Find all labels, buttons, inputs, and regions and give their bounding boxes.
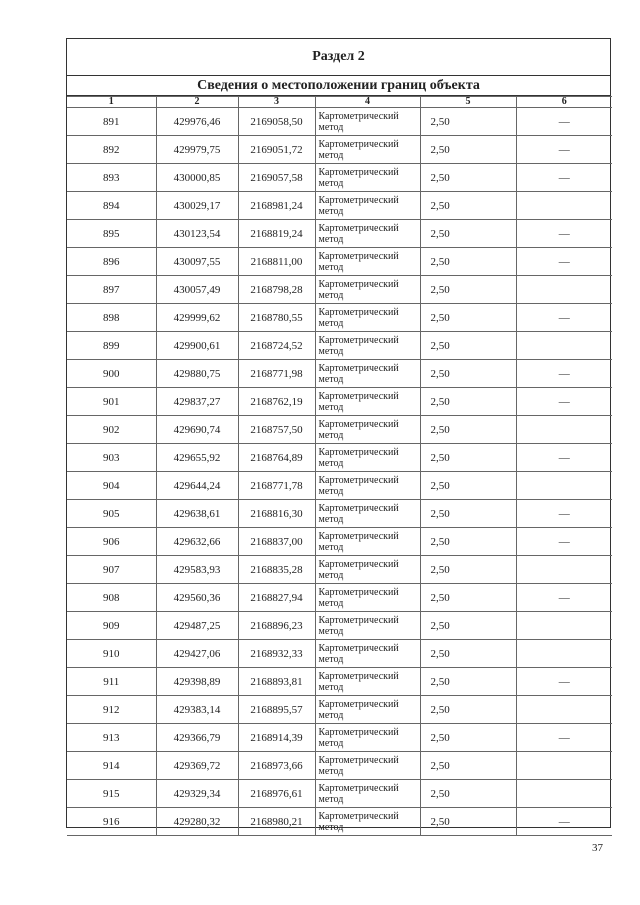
point-number-cell: 911 <box>67 668 156 696</box>
table-row <box>67 136 612 164</box>
table-row <box>67 192 612 220</box>
description-cell <box>516 472 612 500</box>
point-number-cell: 898 <box>67 304 156 332</box>
description-cell: — <box>516 724 612 752</box>
method-cell: Картометрический метод <box>315 780 420 808</box>
section-subtitle: Сведения о местоположении границ объекта <box>67 76 610 96</box>
header-cell: 6 <box>516 97 612 108</box>
table-row <box>67 696 612 724</box>
point-number-cell: 904 <box>67 472 156 500</box>
description-cell <box>516 192 612 220</box>
method-cell: Картометрический метод <box>315 640 420 668</box>
description-cell: — <box>516 360 612 388</box>
y-coordinate-cell: 2168973,66 <box>238 752 315 780</box>
accuracy-cell: 2,50 <box>420 276 516 304</box>
accuracy-cell: 2,50 <box>420 808 516 836</box>
accuracy-cell: 2,50 <box>420 332 516 360</box>
accuracy-cell: 2,50 <box>420 556 516 584</box>
table-row <box>67 444 612 472</box>
x-coordinate-cell: 429632,66 <box>156 528 238 556</box>
x-coordinate-cell: 429837,27 <box>156 388 238 416</box>
point-number-cell: 909 <box>67 612 156 640</box>
x-coordinate-cell: 430000,85 <box>156 164 238 192</box>
x-coordinate-cell: 429427,06 <box>156 640 238 668</box>
description-cell <box>516 612 612 640</box>
x-coordinate-cell: 429487,25 <box>156 612 238 640</box>
y-coordinate-cell: 2168932,33 <box>238 640 315 668</box>
header-cell: 5 <box>420 97 516 108</box>
accuracy-cell: 2,50 <box>420 612 516 640</box>
method-cell: Картометрический метод <box>315 388 420 416</box>
y-coordinate-cell: 2169058,50 <box>238 108 315 136</box>
accuracy-cell: 2,50 <box>420 696 516 724</box>
table-row <box>67 500 612 528</box>
description-cell: — <box>516 108 612 136</box>
description-cell <box>516 556 612 584</box>
y-coordinate-cell: 2168835,28 <box>238 556 315 584</box>
method-cell: Картометрический метод <box>315 276 420 304</box>
method-cell: Картометрический метод <box>315 220 420 248</box>
y-coordinate-cell: 2168914,39 <box>238 724 315 752</box>
header-cell: 4 <box>315 97 420 108</box>
x-coordinate-cell: 429979,75 <box>156 136 238 164</box>
description-cell <box>516 416 612 444</box>
point-number-cell: 895 <box>67 220 156 248</box>
y-coordinate-cell: 2168837,00 <box>238 528 315 556</box>
table-row <box>67 276 612 304</box>
description-cell <box>516 640 612 668</box>
point-number-cell: 916 <box>67 808 156 836</box>
point-number-cell: 896 <box>67 248 156 276</box>
x-coordinate-cell: 429880,75 <box>156 360 238 388</box>
accuracy-cell: 2,50 <box>420 444 516 472</box>
description-cell: — <box>516 136 612 164</box>
point-number-cell: 906 <box>67 528 156 556</box>
y-coordinate-cell: 2168896,23 <box>238 612 315 640</box>
accuracy-cell: 2,50 <box>420 192 516 220</box>
y-coordinate-cell: 2168976,61 <box>238 780 315 808</box>
x-coordinate-cell: 429280,32 <box>156 808 238 836</box>
y-coordinate-cell: 2168762,19 <box>238 388 315 416</box>
accuracy-cell: 2,50 <box>420 528 516 556</box>
accuracy-cell: 2,50 <box>420 248 516 276</box>
y-coordinate-cell: 2168771,78 <box>238 472 315 500</box>
description-cell: — <box>516 304 612 332</box>
boundary-table <box>67 96 612 836</box>
point-number-cell: 892 <box>67 136 156 164</box>
point-number-cell: 897 <box>67 276 156 304</box>
table-body <box>67 108 612 836</box>
method-cell: Картометрический метод <box>315 136 420 164</box>
table-row <box>67 612 612 640</box>
method-cell: Картометрический метод <box>315 500 420 528</box>
y-coordinate-cell: 2168827,94 <box>238 584 315 612</box>
x-coordinate-cell: 429690,74 <box>156 416 238 444</box>
y-coordinate-cell: 2168981,24 <box>238 192 315 220</box>
table-row <box>67 248 612 276</box>
x-coordinate-cell: 429655,92 <box>156 444 238 472</box>
table-row <box>67 360 612 388</box>
method-cell: Картометрический метод <box>315 752 420 780</box>
table-row <box>67 332 612 360</box>
point-number-cell: 893 <box>67 164 156 192</box>
description-cell: — <box>516 668 612 696</box>
table-row <box>67 108 612 136</box>
x-coordinate-cell: 430123,54 <box>156 220 238 248</box>
x-coordinate-cell: 429560,36 <box>156 584 238 612</box>
y-coordinate-cell: 2168780,55 <box>238 304 315 332</box>
table-row <box>67 304 612 332</box>
x-coordinate-cell: 430029,17 <box>156 192 238 220</box>
accuracy-cell: 2,50 <box>420 360 516 388</box>
y-coordinate-cell: 2168811,00 <box>238 248 315 276</box>
point-number-cell: 900 <box>67 360 156 388</box>
x-coordinate-cell: 429398,89 <box>156 668 238 696</box>
y-coordinate-cell: 2168816,30 <box>238 500 315 528</box>
section-title: Раздел 2 <box>67 39 610 76</box>
header-cell: 2 <box>156 97 238 108</box>
x-coordinate-cell: 430057,49 <box>156 276 238 304</box>
accuracy-cell: 2,50 <box>420 472 516 500</box>
description-cell: — <box>516 164 612 192</box>
accuracy-cell: 2,50 <box>420 388 516 416</box>
y-coordinate-cell: 2168764,89 <box>238 444 315 472</box>
table-row <box>67 584 612 612</box>
point-number-cell: 894 <box>67 192 156 220</box>
y-coordinate-cell: 2168893,81 <box>238 668 315 696</box>
y-coordinate-cell: 2169051,72 <box>238 136 315 164</box>
description-cell: — <box>516 444 612 472</box>
method-cell: Картометрический метод <box>315 248 420 276</box>
page-number: 37 <box>592 842 603 854</box>
table-row <box>67 640 612 668</box>
point-number-cell: 905 <box>67 500 156 528</box>
point-number-cell: 901 <box>67 388 156 416</box>
method-cell: Картометрический метод <box>315 724 420 752</box>
method-cell: Картометрический метод <box>315 668 420 696</box>
y-coordinate-cell: 2168757,50 <box>238 416 315 444</box>
x-coordinate-cell: 429366,79 <box>156 724 238 752</box>
header-cell: 3 <box>238 97 315 108</box>
description-cell <box>516 332 612 360</box>
method-cell: Картометрический метод <box>315 472 420 500</box>
x-coordinate-cell: 429329,34 <box>156 780 238 808</box>
accuracy-cell: 2,50 <box>420 500 516 528</box>
point-number-cell: 914 <box>67 752 156 780</box>
table-row <box>67 556 612 584</box>
y-coordinate-cell: 2168980,21 <box>238 808 315 836</box>
description-cell: — <box>516 808 612 836</box>
x-coordinate-cell: 429583,93 <box>156 556 238 584</box>
point-number-cell: 902 <box>67 416 156 444</box>
table-row <box>67 164 612 192</box>
accuracy-cell: 2,50 <box>420 304 516 332</box>
description-cell: — <box>516 584 612 612</box>
description-cell: — <box>516 388 612 416</box>
description-cell: — <box>516 220 612 248</box>
table-row <box>67 724 612 752</box>
description-cell: — <box>516 528 612 556</box>
method-cell: Картометрический метод <box>315 304 420 332</box>
accuracy-cell: 2,50 <box>420 164 516 192</box>
y-coordinate-cell: 2168724,52 <box>238 332 315 360</box>
accuracy-cell: 2,50 <box>420 640 516 668</box>
point-number-cell: 907 <box>67 556 156 584</box>
x-coordinate-cell: 429644,24 <box>156 472 238 500</box>
x-coordinate-cell: 429976,46 <box>156 108 238 136</box>
x-coordinate-cell: 429900,61 <box>156 332 238 360</box>
method-cell: Картометрический метод <box>315 584 420 612</box>
method-cell: Картометрический метод <box>315 332 420 360</box>
method-cell: Картометрический метод <box>315 164 420 192</box>
method-cell: Картометрический метод <box>315 696 420 724</box>
x-coordinate-cell: 429369,72 <box>156 752 238 780</box>
y-coordinate-cell: 2168895,57 <box>238 696 315 724</box>
point-number-cell: 903 <box>67 444 156 472</box>
table-row <box>67 780 612 808</box>
description-cell: — <box>516 500 612 528</box>
method-cell: Картометрический метод <box>315 444 420 472</box>
point-number-cell: 908 <box>67 584 156 612</box>
document-frame <box>66 38 611 833</box>
method-cell: Картометрический метод <box>315 192 420 220</box>
point-number-cell: 899 <box>67 332 156 360</box>
method-cell: Картометрический метод <box>315 612 420 640</box>
table-row <box>67 220 612 248</box>
y-coordinate-cell: 2168798,28 <box>238 276 315 304</box>
point-number-cell: 912 <box>67 696 156 724</box>
x-coordinate-cell: 429638,61 <box>156 500 238 528</box>
table-header-row <box>67 97 612 108</box>
accuracy-cell: 2,50 <box>420 136 516 164</box>
description-cell <box>516 276 612 304</box>
table-row <box>67 416 612 444</box>
method-cell: Картометрический метод <box>315 528 420 556</box>
accuracy-cell: 2,50 <box>420 668 516 696</box>
table-row <box>67 668 612 696</box>
point-number-cell: 891 <box>67 108 156 136</box>
x-coordinate-cell: 430097,55 <box>156 248 238 276</box>
accuracy-cell: 2,50 <box>420 780 516 808</box>
table-row <box>67 472 612 500</box>
accuracy-cell: 2,50 <box>420 724 516 752</box>
method-cell: Картометрический метод <box>315 808 420 836</box>
method-cell: Картометрический метод <box>315 360 420 388</box>
accuracy-cell: 2,50 <box>420 584 516 612</box>
x-coordinate-cell: 429999,62 <box>156 304 238 332</box>
description-cell <box>516 696 612 724</box>
table-row <box>67 528 612 556</box>
point-number-cell: 910 <box>67 640 156 668</box>
accuracy-cell: 2,50 <box>420 416 516 444</box>
accuracy-cell: 2,50 <box>420 752 516 780</box>
description-cell <box>516 752 612 780</box>
y-coordinate-cell: 2168771,98 <box>238 360 315 388</box>
accuracy-cell: 2,50 <box>420 108 516 136</box>
header-cell: 1 <box>67 97 156 108</box>
x-coordinate-cell: 429383,14 <box>156 696 238 724</box>
description-cell: — <box>516 248 612 276</box>
table-row <box>67 808 612 836</box>
point-number-cell: 915 <box>67 780 156 808</box>
table-row <box>67 752 612 780</box>
table-row <box>67 388 612 416</box>
accuracy-cell: 2,50 <box>420 220 516 248</box>
method-cell: Картометрический метод <box>315 556 420 584</box>
method-cell: Картометрический метод <box>315 416 420 444</box>
y-coordinate-cell: 2168819,24 <box>238 220 315 248</box>
point-number-cell: 913 <box>67 724 156 752</box>
method-cell: Картометрический метод <box>315 108 420 136</box>
description-cell <box>516 780 612 808</box>
y-coordinate-cell: 2169057,58 <box>238 164 315 192</box>
